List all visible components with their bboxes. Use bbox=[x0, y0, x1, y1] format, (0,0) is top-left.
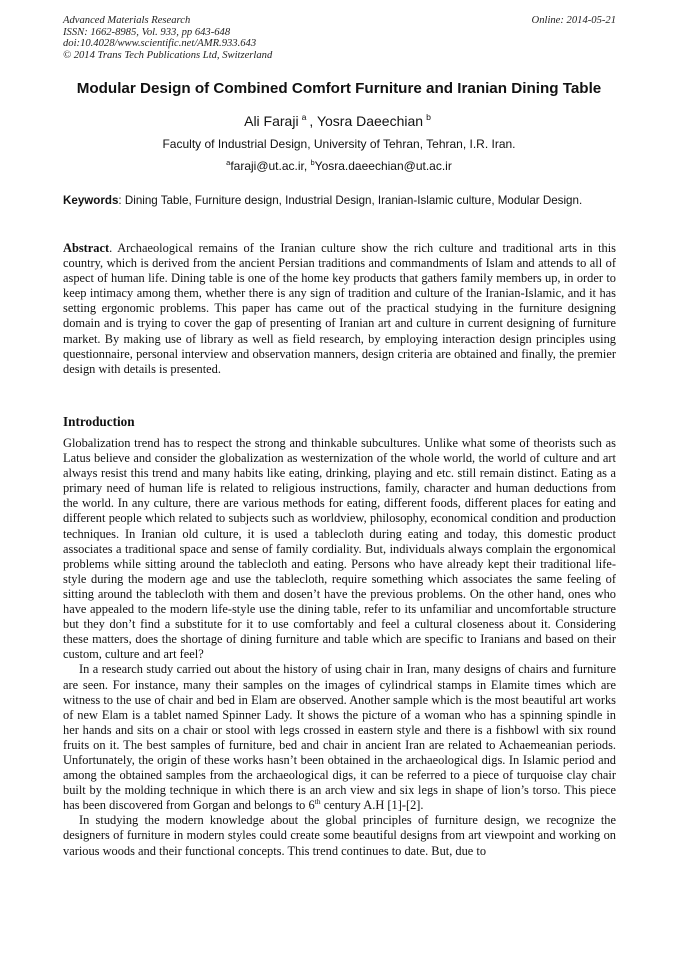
keywords-label: Keywords bbox=[63, 194, 119, 207]
ordinal-suffix: th bbox=[314, 797, 321, 807]
online-date: Online: 2014-05-21 bbox=[531, 15, 616, 26]
affiliation: Faculty of Industrial Design, University of Tehran, Tehran, I.R. Iran. bbox=[162, 137, 516, 151]
journal-header bbox=[63, 15, 616, 61]
abstract-text: . Archaeological remains of the Iranian culture show the rich culture and traditional arts in this country, which is derived from the ancient Persian traditions and commandments of Islam and attends to all of aspect of human life. Dining table is one of the home key products that gathers family members up, in order to keep intimacy among them, whether there is any sign of tradition and culture of the Iranian-Islamic, and it has setting ergonomic problems. This paper has came out of the practical studying in the furniture designing domain and is trying to cover the gap of presenting of Iranian art and culture in current designing of furniture market. By making use of library as well as field research, by employing interaction design principles using questionnaire, personal interview and observation manners, design criteria are obtained and finally, the premier design with details is presented. bbox=[63, 241, 616, 376]
keywords-text: : Dining Table, Furniture design, Industrial Design, Iranian-Islamic culture, Modular Design. bbox=[118, 194, 583, 207]
email-mark: a bbox=[226, 158, 231, 167]
doi-line: doi:10.4028/www.scientific.net/AMR.933.643 bbox=[63, 38, 257, 50]
paragraph-text: In a research study carried out about the history of using chair in Iran, many designs of chairs and furniture are seen. For instance, many their samples on the images of cylindrical stamps in Elamite times which are witness to the use of chair and bed in Elam are observed. Another sample which is the most beautiful art works of new Elam is a tablet named Spinner Lady. It shows the picture of a woman who has a spinning spindle in her hands and sits on a chair or stool with legs crossed in eastern style and there is a fishbowl with six round fruits on it. The best samples of furniture, bed and chair in ancient Iran are related to Achaemeanian periods. Unfortunately, the origin of these works hasn’t been obtained in the archaeological digs. In Islamic period and among the obtained samples from the archaeological digs, it can be referred to a piece of turquoise clay chair built by the molding technique in which there is an arch view and six legs in shape of lion’s torso. This piece has been discovered from Gorgan and belongs to 6 bbox=[63, 662, 616, 813]
section-heading: Introduction bbox=[63, 414, 135, 429]
author-affiliation-mark: b bbox=[426, 112, 431, 123]
paper-title: Modular Design of Combined Comfort Furniture and Iranian Dining Table bbox=[76, 80, 602, 97]
introduction-body bbox=[63, 436, 616, 859]
copyright-line: © 2014 Trans Tech Publications Ltd, Switzerland bbox=[63, 49, 273, 61]
paragraph-text: century A.H [1]-[2]. bbox=[320, 798, 424, 813]
email-line bbox=[20, 159, 658, 174]
author-separator: , bbox=[309, 113, 317, 129]
email-address: faraji@ut.ac.ir bbox=[230, 159, 304, 173]
paragraph: In studying the modern knowledge about the global principles of furniture design, we recognize the designers of furniture in modern styles could create some beautiful designs from art viewpoint and working on various woods and their functional concepts. This trend continues to date. But, due to bbox=[63, 813, 616, 858]
abstract-label: Abstract bbox=[63, 241, 110, 255]
paragraph bbox=[63, 662, 616, 813]
author-name: Yosra Daeechian bbox=[316, 113, 424, 129]
author-line bbox=[20, 113, 658, 130]
author-name: Ali Faraji bbox=[244, 113, 299, 129]
keywords bbox=[63, 194, 616, 208]
author-affiliation-mark: a bbox=[301, 112, 307, 123]
email-address: Yosra.daeechian@ut.ac.ir bbox=[314, 159, 452, 173]
journal-name: Advanced Materials Research bbox=[63, 15, 191, 26]
paragraph: Globalization trend has to respect the strong and thinkable subcultures. Unlike what some of theorists such as Latus believe and consider the globalization as westernization of the whole world, the world of culture and art always resist this trend and many habits like eating, drinking, playing and etc. still remain distinct. Eating as a primary need of human life is related to religious instructions, family, character and human deductions from the world. In any culture, there are various methods for eating, different foods, different places for eating and different people which related to subjects such as worldview, philosophy, economical condition and production techniques. In Iranian old culture, it is used a tablecloth during eating and today, this domestic product associates a traditional space and sense of family cordiality. But, individuals always complain the ergonomical problems while sitting around the tablecloth and eating. Persons who have already kept their traditional life-style during the modern age and use the tablecloth, require something which associates the same feeling of sitting around the tablecloth with them and dosen’t have the previous problems. On the other hand, ones who have appealed to the modern life-style use the dining table, refer to its unfamiliar and uncomfortable structure but they don’t find a substitute for it to use comfortably and feel a cultural closeness about it. Considering these matters, does the shortage of dining furniture and table which are specific to Iranians and based on their custom, culture and art feel? bbox=[63, 436, 616, 662]
email-mark: b bbox=[310, 158, 315, 167]
email-separator: , bbox=[303, 159, 311, 173]
abstract bbox=[63, 241, 616, 377]
issn-line: ISSN: 1662-8985, Vol. 933, pp 643-648 bbox=[63, 26, 231, 38]
